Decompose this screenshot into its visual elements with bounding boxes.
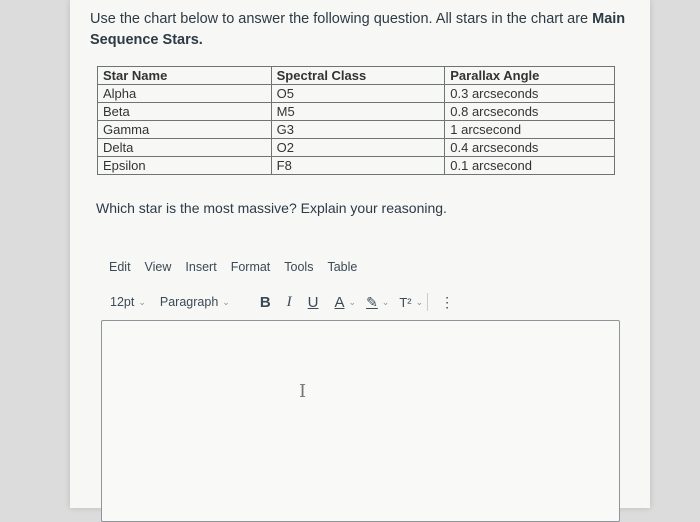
parallax-cell: 0.8 arcseconds: [445, 103, 615, 121]
parallax-cell: 1 arcsecond: [445, 121, 615, 139]
parallax-cell: 0.3 arcseconds: [445, 85, 615, 103]
superscript-button[interactable]: [399, 295, 423, 310]
chevron-down-icon: ⌄: [348, 296, 357, 307]
menu-insert[interactable]: Insert: [185, 260, 217, 274]
menu-tools[interactable]: Tools: [284, 260, 314, 274]
table-row: [98, 139, 615, 157]
header-spectral-class: Spectral Class: [271, 67, 445, 85]
menu-view[interactable]: View: [144, 260, 172, 274]
star-name-cell: Epsilon: [98, 157, 272, 175]
font-size-select[interactable]: [110, 295, 146, 309]
spectral-class-cell: M5: [271, 103, 445, 121]
bold-button[interactable]: B: [259, 293, 271, 311]
question-instructions: Use the chart below to answer the following question. All stars in the chart are: [90, 11, 593, 27]
table-row: [98, 157, 615, 175]
table-header-row: [98, 67, 615, 85]
header-parallax-angle: Parallax Angle: [445, 67, 615, 85]
answer-text-area[interactable]: [101, 320, 620, 522]
block-format-select[interactable]: [160, 295, 230, 309]
prompt-text: Which star is the most massive? Explain your reasoning.: [96, 200, 447, 216]
editor-menubar: [109, 260, 357, 274]
chevron-down-icon: ⌄: [381, 296, 390, 307]
spectral-class-cell: O5: [271, 85, 445, 103]
star-name-cell: Gamma: [98, 121, 272, 139]
chevron-down-icon: ⌄: [138, 296, 146, 307]
star-name-cell: Beta: [98, 103, 272, 121]
star-name-cell: Alpha: [98, 85, 272, 103]
menu-format[interactable]: Format: [230, 260, 271, 274]
chevron-down-icon: ⌄: [222, 296, 230, 307]
star-table: [97, 66, 615, 175]
superscript-icon: T²: [399, 294, 412, 310]
spectral-class-cell: O2: [271, 139, 445, 157]
table-row: [98, 85, 615, 103]
highlight-pen-icon: ✎: [366, 293, 378, 310]
toolbar-divider: [427, 293, 428, 311]
chevron-down-icon: ⌄: [415, 296, 424, 307]
menu-table[interactable]: Table: [327, 260, 358, 274]
parallax-cell: 0.4 arcseconds: [445, 139, 615, 157]
highlight-color-button[interactable]: [366, 294, 389, 311]
table-row: [98, 121, 615, 139]
text-cursor-icon: I: [299, 381, 307, 402]
editor-toolbar: [110, 291, 454, 313]
menu-edit[interactable]: Edit: [109, 260, 131, 274]
quiz-page: [70, 0, 650, 508]
block-format-value: Paragraph: [159, 295, 219, 309]
table-row: [98, 103, 615, 121]
spectral-class-cell: G3: [271, 121, 445, 139]
star-name-cell: Delta: [98, 139, 272, 157]
spectral-class-cell: F8: [271, 157, 445, 175]
font-size-value: 12pt: [110, 295, 135, 309]
italic-button[interactable]: I: [286, 293, 292, 310]
underline-button[interactable]: U: [307, 293, 319, 311]
question-text: [90, 9, 630, 51]
more-options-icon[interactable]: ⋮: [440, 293, 455, 310]
text-color-icon: A: [334, 293, 345, 311]
text-color-button[interactable]: [335, 294, 357, 311]
parallax-cell: 0.1 arcsecond: [445, 157, 615, 175]
header-star-name: Star Name: [98, 67, 272, 85]
question-bold-text: Main Sequence Stars.: [90, 11, 626, 48]
